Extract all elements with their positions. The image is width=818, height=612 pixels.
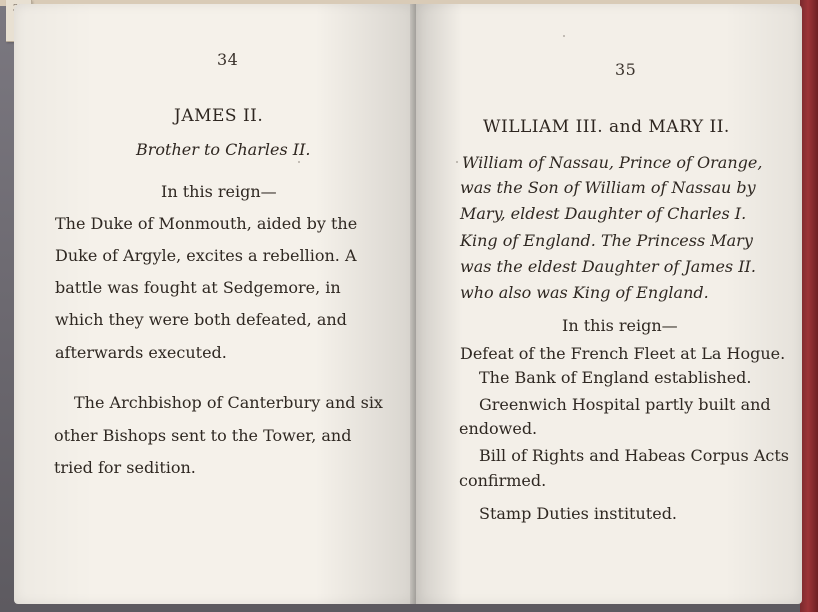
left-line-2: Duke of Argyle, excites a rebellion. A bbox=[55, 246, 357, 265]
right-intro-line-6: who also was King of England. bbox=[460, 283, 709, 302]
right-line-4: endowed. bbox=[459, 419, 538, 438]
left-page bbox=[14, 4, 416, 604]
left-page-title: JAMES II. bbox=[174, 106, 264, 126]
left-line-5: afterwards executed. bbox=[55, 343, 227, 362]
right-intro-line-3: Mary, eldest Daughter of Charles I. bbox=[460, 204, 747, 223]
right-line-5: Bill of Rights and Habeas Corpus Acts bbox=[479, 446, 790, 465]
ink-speck bbox=[456, 161, 458, 163]
left-line-7: other Bishops sent to the Tower, and bbox=[54, 426, 352, 445]
book-cover-edge bbox=[800, 0, 818, 612]
right-reign-label: In this reign— bbox=[562, 316, 678, 335]
left-page-number: 34 bbox=[217, 50, 239, 69]
right-intro-line-4: King of England. The Princess Mary bbox=[460, 231, 753, 250]
left-line-1: The Duke of Monmouth, aided by the bbox=[55, 214, 358, 233]
left-reign-label: In this reign— bbox=[161, 182, 277, 201]
right-intro-line-5: was the eldest Daughter of James II. bbox=[460, 257, 756, 276]
right-intro-line-1: William of Nassau, Prince of Orange, bbox=[462, 153, 763, 172]
right-intro-line-2: was the Son of William of Nassau by bbox=[460, 178, 756, 197]
right-page-number: 35 bbox=[615, 60, 637, 79]
ink-speck bbox=[563, 35, 565, 37]
right-page-title: WILLIAM III. and MARY II. bbox=[483, 117, 730, 137]
left-page-subtitle: Brother to Charles II. bbox=[136, 140, 311, 159]
left-line-3: battle was fought at Sedgemore, in bbox=[55, 278, 341, 297]
right-line-1: Defeat of the French Fleet at La Hogue. bbox=[460, 344, 786, 363]
right-line-7: Stamp Duties instituted. bbox=[479, 504, 678, 523]
left-line-4: which they were both defeated, and bbox=[55, 310, 347, 329]
right-page bbox=[416, 4, 802, 604]
left-line-6: The Archbishop of Canterbury and six bbox=[74, 393, 383, 412]
right-line-6: confirmed. bbox=[459, 471, 547, 490]
right-line-2: The Bank of England established. bbox=[479, 368, 752, 387]
left-line-8: tried for sedition. bbox=[54, 458, 196, 477]
right-line-3: Greenwich Hospital partly built and bbox=[479, 395, 771, 414]
ink-speck bbox=[298, 161, 300, 163]
